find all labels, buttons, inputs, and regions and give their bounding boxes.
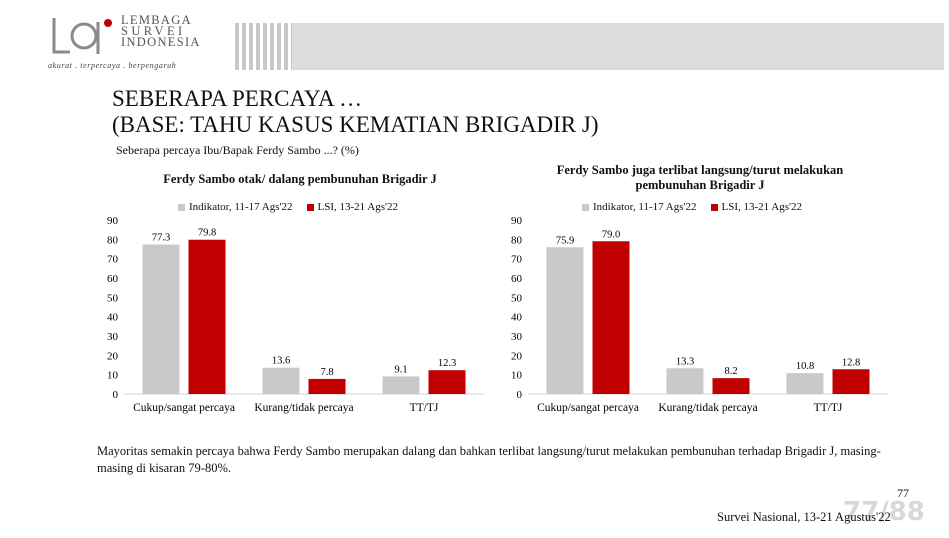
y-tick-label: 10 (107, 369, 118, 382)
chart-1-title: Ferdy Sambo otak/ dalang pembunuhan Brigadir J (163, 172, 437, 186)
data-label: 13.6 (271, 355, 291, 367)
y-tick-label: 30 (511, 331, 522, 343)
x-tick-label: Cukup/sangat percaya (133, 402, 235, 414)
chart-2 (496, 210, 896, 420)
x-tick-label: Cukup/sangat percaya (537, 402, 639, 414)
data-label: 79.0 (601, 229, 621, 241)
y-tick-label: 60 (107, 273, 118, 285)
y-tick-label: 50 (107, 292, 118, 305)
data-label: 7.8 (320, 366, 334, 378)
bar-lsi-0 (593, 241, 630, 394)
lsi-logo-mark-icon (48, 14, 118, 62)
data-label: 79.8 (197, 227, 217, 239)
page-number: 77 (897, 486, 909, 500)
y-tick-label: 60 (511, 273, 522, 285)
y-tick-label: 50 (511, 292, 522, 305)
page-title (112, 86, 599, 138)
chart-2-title: Ferdy Sambo juga terlibat langsung/turut melakukan pembunuhan Brigadir J (556, 163, 844, 192)
bar-lsi-0 (189, 240, 226, 394)
data-label: 75.9 (555, 235, 575, 247)
y-tick-label: 40 (107, 311, 118, 324)
y-tick-label: 70 (511, 253, 522, 266)
bar-indikator-1 (667, 368, 704, 394)
y-tick-label: 0 (516, 389, 522, 401)
y-tick-label: 90 (511, 215, 522, 227)
data-label: 13.3 (675, 356, 695, 368)
chart-1 (92, 210, 492, 420)
logo-line-3: INDONESIA (121, 35, 201, 49)
y-tick-label: 80 (107, 234, 118, 247)
y-tick-label: 70 (107, 253, 118, 266)
logo-line-2: SURVEI (121, 24, 186, 38)
bar-indikator-2 (383, 376, 420, 394)
logo-line-1: LEMBAGA (121, 13, 192, 27)
title-line-1: SEBERAPA PERCAYA … (112, 86, 363, 111)
legend-label-indikator: Indikator, 11-17 Ags'22 (189, 201, 293, 213)
y-tick-label: 10 (511, 369, 522, 382)
data-label: 12.3 (437, 358, 457, 370)
bar-indikator-1 (263, 368, 300, 394)
legend-label-lsi-2: LSI, 13-21 Ags'22 (721, 201, 803, 213)
tagline: akurat . terpercaya . berpengaruh (48, 61, 177, 70)
footer-survey-label: Survei Nasional, 13-21 Agustus'22 (717, 510, 891, 524)
summary-text: Mayoritas semakin percaya bahwa Ferdy Sambo merupakan dalang dan bahkan terlibat langsung/turut melakukan pembunuhan terhadap Brigadir J, masing-masing di kisaran 79-80%. (97, 444, 881, 475)
data-label: 9.1 (394, 364, 408, 376)
y-tick-label: 80 (511, 234, 522, 247)
legend-label-indikator-2: Indikator, 11-17 Ags'22 (593, 201, 697, 213)
data-label: 8.2 (724, 366, 738, 378)
question-text: Seberapa percaya Ibu/Bapak Ferdy Sambo ...? (%) (116, 143, 359, 157)
y-tick-label: 20 (511, 350, 522, 363)
bar-lsi-2 (429, 370, 466, 394)
logo-text (121, 15, 201, 48)
bar-lsi-1 (309, 379, 346, 394)
page-watermark: 77/88 (843, 497, 925, 527)
bar-indikator-0 (547, 247, 584, 394)
y-tick-label: 20 (107, 350, 118, 363)
y-tick-label: 40 (511, 311, 522, 324)
x-tick-label: TT/TJ (409, 402, 439, 414)
y-tick-label: 90 (107, 215, 118, 227)
bar-indikator-0 (143, 245, 180, 394)
legend-label-lsi: LSI, 13-21 Ags'22 (317, 201, 399, 213)
x-tick-label: Kurang/tidak percaya (658, 402, 758, 414)
bar-indikator-2 (787, 373, 824, 394)
title-line-2: (BASE: TAHU KASUS KEMATIAN BRIGADIR J) (112, 112, 599, 137)
data-label: 10.8 (795, 361, 815, 373)
bar-lsi-2 (833, 369, 870, 394)
y-tick-label: 30 (107, 331, 118, 343)
x-tick-label: Kurang/tidak percaya (254, 402, 354, 414)
data-label: 12.8 (841, 357, 861, 369)
header-stripes (232, 23, 292, 70)
header-bar (232, 23, 944, 70)
x-tick-label: TT/TJ (813, 402, 843, 414)
y-tick-label: 0 (112, 389, 118, 401)
bar-lsi-1 (713, 378, 750, 394)
data-label: 77.3 (151, 232, 171, 244)
